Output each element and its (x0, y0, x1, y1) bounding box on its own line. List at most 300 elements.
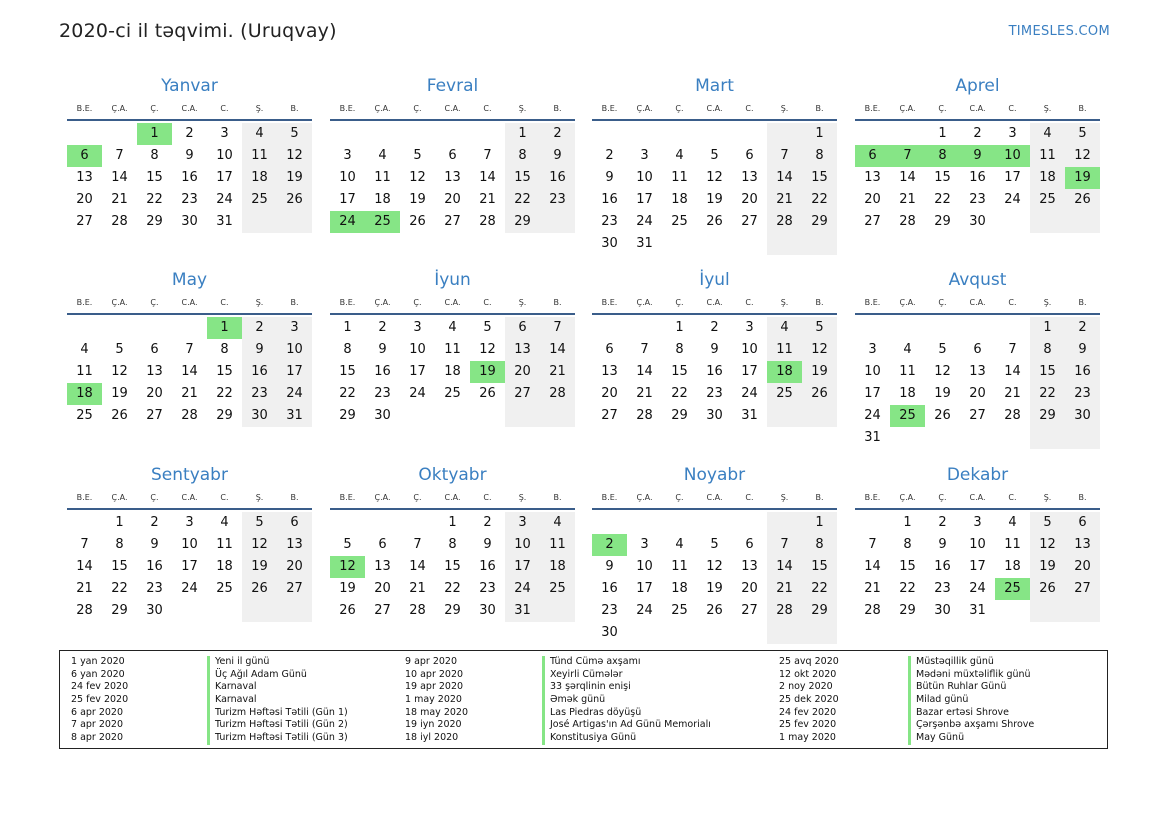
day-cell: 17 (741, 364, 758, 379)
day-cell: 2 (483, 515, 492, 530)
day-cell: 17 (277, 361, 312, 383)
day-cell: 23 (601, 603, 618, 618)
days-grid (592, 123, 837, 255)
holiday-name: Turizm Həftəsi Tətili (Gün 2) (207, 719, 348, 732)
day-cell: 21 (479, 192, 496, 207)
weekday-label: B. (815, 298, 824, 307)
day-cell: 12 (1030, 534, 1065, 556)
day-cell: 20 (969, 386, 986, 401)
day-cell: 17 (969, 559, 986, 574)
day-cell: 5 (802, 317, 837, 339)
weekday-label: C.A. (444, 298, 461, 307)
empty-cell (995, 317, 1030, 339)
empty-cell (662, 622, 697, 644)
empty-cell (67, 512, 102, 534)
day-cell: 21 (409, 581, 426, 596)
day-cell: 17 (181, 559, 198, 574)
day-cell: 10 (636, 170, 653, 185)
day-cell: 6 (448, 148, 457, 163)
day-cell: 30 (146, 603, 163, 618)
day-cell: 30 (706, 408, 723, 423)
day-cell: 11 (671, 559, 688, 574)
day-cell: 16 (242, 361, 277, 383)
month-name: Yanvar (161, 76, 218, 96)
day-cell: 3 (505, 512, 540, 534)
day-cell: 10 (181, 537, 198, 552)
weekday-label: C. (220, 298, 229, 307)
weekday-header (330, 490, 575, 506)
holiday-day-cell: 7 (890, 145, 925, 167)
legend-row (779, 656, 1099, 669)
day-cell: 8 (150, 148, 159, 163)
weekday-label: C. (745, 104, 754, 113)
day-cell: 6 (1065, 512, 1100, 534)
day-cell: 13 (146, 364, 163, 379)
day-cell: 18 (216, 559, 233, 574)
day-cell: 18 (444, 364, 461, 379)
empty-cell (960, 317, 995, 339)
day-cell: 30 (479, 603, 496, 618)
day-cell: 30 (181, 214, 198, 229)
day-cell: 5 (277, 123, 312, 145)
legend-row (779, 719, 1099, 732)
day-cell: 22 (671, 386, 688, 401)
day-cell: 16 (181, 170, 198, 185)
brand-link[interactable]: TIMESLES.COM (1008, 24, 1110, 39)
empty-cell (1030, 600, 1065, 622)
holiday-day-cell: 12 (330, 556, 365, 578)
day-cell: 6 (745, 537, 754, 552)
day-cell: 21 (636, 386, 653, 401)
day-cell: 7 (185, 342, 194, 357)
weekday-label: Ç.A. (636, 104, 653, 113)
day-cell: 13 (277, 534, 312, 556)
day-cell: 29 (802, 600, 837, 622)
weekday-label: B.E. (339, 493, 356, 502)
weekday-label: B. (1078, 493, 1087, 502)
day-cell: 13 (864, 170, 881, 185)
day-cell: 28 (767, 600, 802, 622)
day-cell: 12 (706, 170, 723, 185)
day-cell: 16 (706, 364, 723, 379)
day-cell: 24 (277, 383, 312, 405)
day-cell: 28 (864, 603, 881, 618)
weekday-label: Ç. (675, 493, 684, 502)
empty-cell (802, 233, 837, 255)
days-grid (330, 123, 575, 233)
day-cell: 19 (111, 386, 128, 401)
holiday-date: 7 apr 2020 (71, 719, 124, 731)
day-cell: 19 (706, 192, 723, 207)
empty-cell (172, 600, 207, 622)
weekday-label: B. (553, 493, 562, 502)
day-cell: 22 (505, 189, 540, 211)
day-cell: 29 (802, 211, 837, 233)
day-cell: 8 (220, 342, 229, 357)
day-cell: 2 (150, 515, 159, 530)
empty-cell (242, 211, 277, 233)
day-cell: 27 (505, 383, 540, 405)
weekday-label: Ç.A. (374, 493, 391, 502)
empty-cell (855, 123, 890, 145)
weekday-label: C. (1008, 104, 1017, 113)
holiday-name: Milad günü (908, 694, 968, 707)
day-cell: 14 (864, 559, 881, 574)
month-name: Sentyabr (151, 465, 228, 485)
legend-row (405, 694, 725, 707)
day-cell: 22 (111, 581, 128, 596)
weekday-label: Ç.A. (111, 298, 128, 307)
day-cell: 26 (111, 408, 128, 423)
month-calendar (855, 264, 1100, 449)
month-calendar (330, 264, 575, 427)
empty-cell (365, 512, 400, 534)
weekday-label: C.A. (706, 104, 723, 113)
holiday-name: Bazar ertəsi Shrove (908, 707, 1009, 720)
holiday-date: 2 noy 2020 (779, 681, 833, 693)
day-cell: 3 (343, 148, 352, 163)
empty-cell (697, 233, 732, 255)
day-cell: 16 (934, 559, 951, 574)
day-cell: 26 (242, 578, 277, 600)
day-cell: 12 (934, 364, 951, 379)
empty-cell (627, 512, 662, 534)
month-calendar (855, 459, 1100, 622)
month-name: Aprel (955, 76, 1000, 96)
day-cell: 17 (216, 170, 233, 185)
holiday-day-cell: 2 (592, 534, 627, 556)
day-cell: 15 (802, 556, 837, 578)
day-cell: 27 (864, 214, 881, 229)
days-grid (330, 512, 575, 622)
day-cell: 28 (636, 408, 653, 423)
empty-cell (592, 123, 627, 145)
empty-cell (995, 600, 1030, 622)
empty-cell (330, 123, 365, 145)
day-cell: 15 (1030, 361, 1065, 383)
day-cell: 10 (505, 534, 540, 556)
day-cell: 22 (216, 386, 233, 401)
empty-cell (540, 211, 575, 233)
empty-cell (732, 123, 767, 145)
day-cell: 23 (1065, 383, 1100, 405)
legend-row (779, 732, 1099, 745)
day-cell: 23 (969, 192, 986, 207)
weekday-header (67, 101, 312, 117)
day-cell: 13 (1065, 534, 1100, 556)
empty-cell (767, 233, 802, 255)
day-cell: 11 (899, 364, 916, 379)
day-cell: 7 (767, 534, 802, 556)
day-cell: 9 (605, 170, 614, 185)
empty-cell (732, 512, 767, 534)
day-cell: 19 (339, 581, 356, 596)
day-cell: 17 (505, 556, 540, 578)
day-cell: 18 (1030, 167, 1065, 189)
weekday-label: B.E. (76, 104, 93, 113)
empty-cell (995, 211, 1030, 233)
day-cell: 7 (540, 317, 575, 339)
day-cell: 5 (242, 512, 277, 534)
empty-cell (767, 512, 802, 534)
day-cell: 23 (934, 581, 951, 596)
holiday-date: 12 okt 2020 (779, 668, 837, 680)
days-grid (67, 512, 312, 622)
holiday-name: Müstəqillik günü (908, 656, 994, 669)
month-name: Noyabr (683, 465, 746, 485)
day-cell: 10 (216, 148, 233, 163)
day-cell: 15 (934, 170, 951, 185)
days-grid (855, 123, 1100, 233)
day-cell: 14 (181, 364, 198, 379)
empty-cell (330, 512, 365, 534)
day-cell: 4 (767, 317, 802, 339)
day-cell: 18 (374, 192, 391, 207)
day-cell: 19 (1030, 556, 1065, 578)
weekday-label: Ç. (413, 493, 422, 502)
month-calendar (67, 459, 312, 622)
day-cell: 12 (479, 342, 496, 357)
day-cell: 5 (115, 342, 124, 357)
day-cell: 17 (864, 386, 881, 401)
empty-cell (662, 512, 697, 534)
day-cell: 27 (374, 603, 391, 618)
day-cell: 17 (339, 192, 356, 207)
weekday-label: Ş. (1043, 104, 1052, 113)
weekday-header (855, 490, 1100, 506)
weekday-label: Ç.A. (374, 298, 391, 307)
day-cell: 20 (601, 386, 618, 401)
day-cell: 14 (540, 339, 575, 361)
weekday-label: B.E. (76, 493, 93, 502)
empty-cell (67, 317, 102, 339)
month-calendar (67, 264, 312, 427)
empty-cell (172, 317, 207, 339)
weekday-header (330, 101, 575, 117)
day-cell: 14 (899, 170, 916, 185)
legend-row (405, 707, 725, 720)
day-cell: 3 (413, 320, 422, 335)
empty-cell (592, 512, 627, 534)
weekday-label: Ş. (780, 104, 789, 113)
day-cell: 17 (409, 364, 426, 379)
day-cell: 16 (1065, 361, 1100, 383)
header-divider (67, 313, 312, 315)
day-cell: 1 (448, 515, 457, 530)
day-cell: 21 (76, 581, 93, 596)
day-cell: 15 (671, 364, 688, 379)
day-cell: 7 (413, 537, 422, 552)
day-cell: 29 (934, 214, 951, 229)
day-cell: 18 (540, 556, 575, 578)
empty-cell (890, 427, 925, 449)
day-cell: 28 (540, 383, 575, 405)
empty-cell (435, 123, 470, 145)
day-cell: 29 (146, 214, 163, 229)
month-calendar (592, 70, 837, 255)
day-cell: 3 (640, 148, 649, 163)
legend-row (405, 681, 725, 694)
holiday-date: 25 fev 2020 (71, 694, 129, 706)
day-cell: 23 (242, 383, 277, 405)
day-cell: 28 (479, 214, 496, 229)
weekday-label: Ç. (413, 298, 422, 307)
empty-cell (960, 427, 995, 449)
empty-cell (435, 405, 470, 427)
days-grid (592, 317, 837, 427)
holiday-date: 25 dek 2020 (779, 694, 839, 706)
day-cell: 30 (601, 236, 618, 251)
day-cell: 26 (277, 189, 312, 211)
day-cell: 6 (605, 342, 614, 357)
day-cell: 23 (479, 581, 496, 596)
day-cell: 13 (505, 339, 540, 361)
day-cell: 21 (899, 192, 916, 207)
day-cell: 24 (1004, 192, 1021, 207)
day-cell: 20 (505, 361, 540, 383)
day-cell: 20 (444, 192, 461, 207)
legend-row (71, 681, 391, 694)
legend-row (71, 732, 391, 745)
empty-cell (470, 123, 505, 145)
day-cell: 27 (741, 214, 758, 229)
weekday-label: B.E. (601, 298, 618, 307)
weekday-label: C.A. (181, 493, 198, 502)
day-cell: 11 (242, 145, 277, 167)
empty-cell (995, 427, 1030, 449)
day-cell: 26 (934, 408, 951, 423)
day-cell: 25 (1030, 189, 1065, 211)
day-cell: 22 (802, 578, 837, 600)
holiday-date: 18 iyl 2020 (405, 732, 459, 744)
day-cell: 17 (636, 192, 653, 207)
day-cell: 28 (76, 603, 93, 618)
weekday-label: Ç. (675, 298, 684, 307)
day-cell: 1 (802, 123, 837, 145)
day-cell: 30 (969, 214, 986, 229)
day-cell: 9 (710, 342, 719, 357)
holiday-date: 6 yan 2020 (71, 668, 125, 680)
holiday-name: Xeyirli Cümələr (542, 669, 623, 682)
empty-cell (732, 622, 767, 644)
day-cell: 4 (378, 148, 387, 163)
day-cell: 14 (409, 559, 426, 574)
weekday-label: C. (745, 493, 754, 502)
day-cell: 14 (1004, 364, 1021, 379)
day-cell: 16 (374, 364, 391, 379)
day-cell: 4 (1008, 515, 1017, 530)
holiday-name: Mədəni müxtəliflik günü (908, 669, 1031, 682)
day-cell: 24 (969, 581, 986, 596)
holiday-name: Çərşənbə axşamı Shrove (908, 719, 1034, 732)
day-cell: 26 (1030, 578, 1065, 600)
day-cell: 23 (146, 581, 163, 596)
holiday-day-cell: 9 (960, 145, 995, 167)
day-cell: 10 (277, 339, 312, 361)
day-cell: 13 (76, 170, 93, 185)
month-calendar (67, 70, 312, 233)
weekday-label: C.A. (969, 493, 986, 502)
day-cell: 2 (540, 123, 575, 145)
legend-row (71, 669, 391, 682)
day-cell: 9 (242, 339, 277, 361)
header-divider (592, 119, 837, 121)
day-cell: 29 (444, 603, 461, 618)
header-divider (592, 508, 837, 510)
weekday-label: B.E. (339, 104, 356, 113)
holiday-name: Turizm Həftəsi Tətili (Gün 1) (207, 707, 348, 720)
weekday-label: B. (1078, 298, 1087, 307)
day-cell: 28 (767, 211, 802, 233)
day-cell: 11 (671, 170, 688, 185)
day-cell: 24 (181, 581, 198, 596)
empty-cell (102, 123, 137, 145)
day-cell: 21 (540, 361, 575, 383)
empty-cell (627, 622, 662, 644)
day-cell: 1 (343, 320, 352, 335)
month-name: Avqust (948, 270, 1007, 290)
weekday-label: Ş. (255, 493, 264, 502)
empty-cell (855, 317, 890, 339)
weekday-label: B. (815, 493, 824, 502)
weekday-label: B.E. (864, 104, 881, 113)
day-cell: 12 (802, 339, 837, 361)
day-cell: 2 (938, 515, 947, 530)
weekday-header (592, 490, 837, 506)
day-cell: 15 (802, 167, 837, 189)
day-cell: 20 (374, 581, 391, 596)
day-cell: 6 (745, 148, 754, 163)
day-cell: 23 (601, 214, 618, 229)
day-cell: 25 (671, 603, 688, 618)
weekday-label: Ç. (938, 298, 947, 307)
day-cell: 8 (448, 537, 457, 552)
empty-cell (627, 123, 662, 145)
day-cell: 3 (185, 515, 194, 530)
holiday-name: Tünd Cümə axşamı (542, 656, 640, 669)
month-calendar (855, 70, 1100, 233)
header-divider (330, 508, 575, 510)
day-cell: 23 (374, 386, 391, 401)
empty-cell (242, 600, 277, 622)
day-cell: 22 (444, 581, 461, 596)
day-cell: 14 (76, 559, 93, 574)
day-cell: 14 (767, 167, 802, 189)
day-cell: 30 (601, 625, 618, 640)
empty-cell (662, 123, 697, 145)
weekday-label: C.A. (181, 104, 198, 113)
empty-cell (1065, 427, 1100, 449)
empty-cell (470, 405, 505, 427)
day-cell: 7 (1008, 342, 1017, 357)
day-cell: 16 (969, 170, 986, 185)
day-cell: 17 (1004, 170, 1021, 185)
holiday-day-cell: 18 (67, 383, 102, 405)
day-cell: 11 (767, 339, 802, 361)
day-cell: 31 (505, 600, 540, 622)
legend-column (71, 656, 391, 745)
day-cell: 26 (339, 603, 356, 618)
day-cell: 19 (242, 556, 277, 578)
day-cell: 25 (216, 581, 233, 596)
weekday-label: Ç. (150, 104, 159, 113)
day-cell: 14 (111, 170, 128, 185)
day-cell: 8 (505, 145, 540, 167)
day-cell: 5 (710, 148, 719, 163)
empty-cell (767, 123, 802, 145)
day-cell: 4 (903, 342, 912, 357)
empty-cell (1065, 211, 1100, 233)
